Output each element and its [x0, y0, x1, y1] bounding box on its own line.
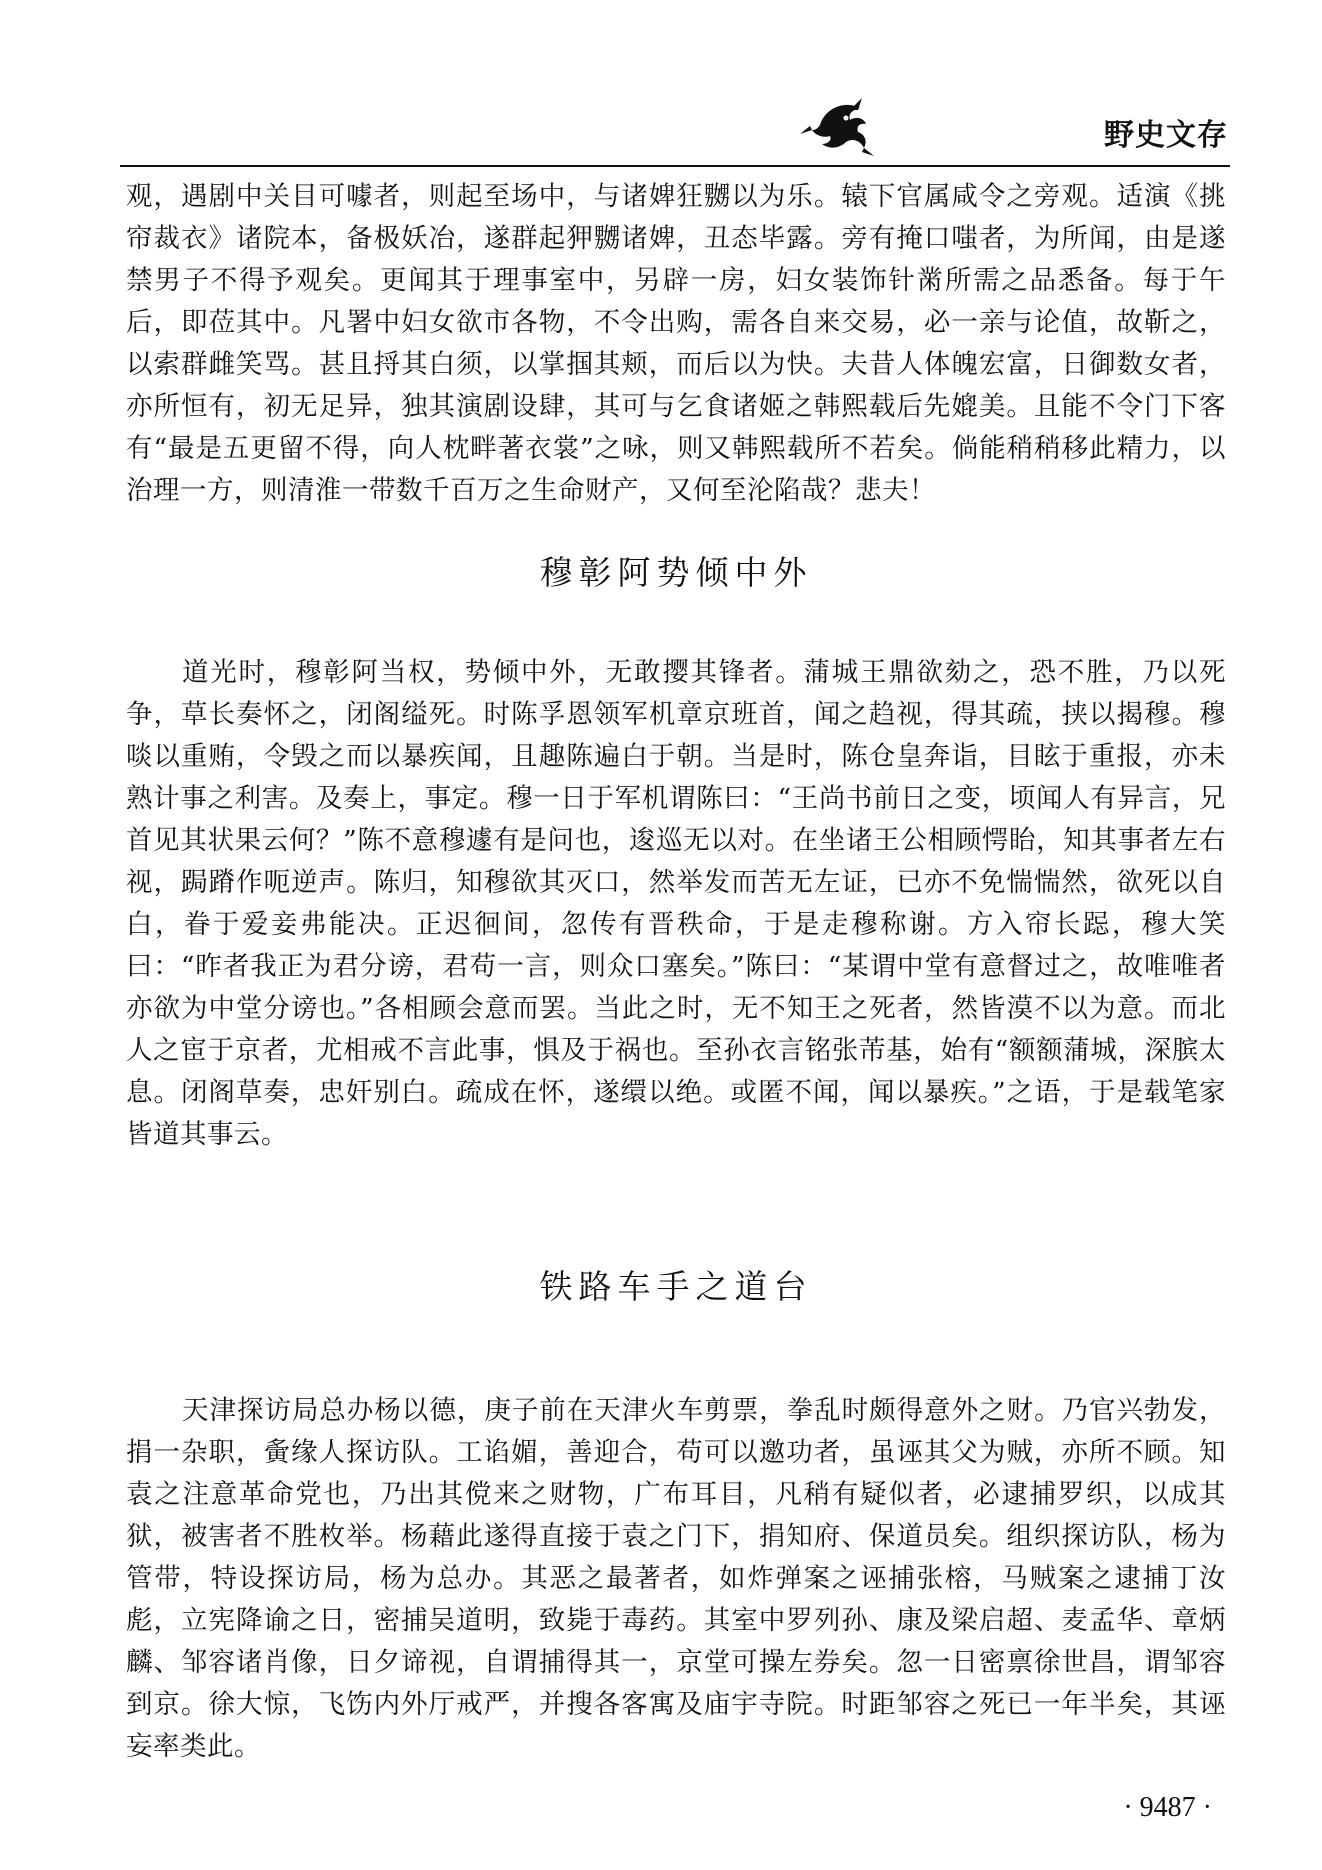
- paragraph-continued: 观，遇剧中关目可噱者，则起至场中，与诸婢狂嬲以为乐。辕下官属咸令之旁观。适演《挑帘裁衣》诸院本，备极妖冶，遂群起狎嬲诸婢，丑态毕露。旁有掩口嗤者，为所闻，由是遂禁男子不得予观矣。更闻其于理事室中，另辟一房，妇女装饰针黹所需之品悉备。每于午后，即莅其中。凡署中妇女欲市各物，不令出购，需各自来交易，必一亲与论值，故靳之，以索群雌笑骂。甚且捋其白须，以掌掴其颊，而后以为快。夫昔人体魄宏富，日御数女者，亦所恒有，初无足异，独其演剧设肆，其可与乞食诸姬之韩熙载后先媲美。且能不令门下客有“最是五更留不得，向人枕畔著衣裳”之咏，则又韩熙载所不若矣。倘能稍稍移此精力，以治理一方，则清淮一带数千百万之生命财产，又何至沦陷哉？悲夫！: [126, 181, 1226, 506]
- page-number: · 9487 ·: [1123, 1792, 1212, 1823]
- page-content: [126, 176, 1226, 1768]
- header-title: 野史文存: [1104, 118, 1228, 153]
- page-header: [0, 0, 1322, 160]
- dragon-emblem-icon: [790, 90, 890, 160]
- paragraph-mu-zhanga: 道光时，穆彰阿当权，势倾中外，无敢撄其锋者。蒲城王鼎欲劾之，恐不胜，乃以死争，草长奏怀之，闭阁缢死。时陈孚恩领军机章京班首，闻之趋视，得其疏，挟以揭穆。穆啖以重贿，令毁之而以暴疾闻，且趣陈遍白于朝。当是时，陈仓皇奔诣，目眩于重报，亦未熟计事之利害。及奏上，事定。穆一日于军机谓陈曰：“王尚书前日之变，顷闻人有异言，兄首见其状果云何？”陈不意穆遽有是问也，逡巡无以对。在坐诸王公相顾愕眙，知其事者左右视，跼蹐作呃逆声。陈归，知穆欲其灭口，然举发而苦无左证，已亦不免惴惴然，欲死以自白，眷于爱妾弗能决。正迟徊间，忽传有晋秩命，于是走穆称谢。方入帘长跽，穆大笑曰：“昨者我正为君分谤，君苟一言，则众口塞矣。”陈曰：“某谓中堂有意督过之，故唯唯者亦欲为中堂分谤也。”各相顾会意而罢。当此之时，无不知王之死者，然皆漠不以为意。而北人之宦于京者，尤相戒不言此事，惧及于祸也。至孙衣言铭张芾基，始有“额额蒲城，深膑太息。闭阁草奏，忠奸别白。疏成在怀，遂缳以绝。或匿不闻，闻以暴疾。”之语，于是载笔家皆道其事云。: [126, 657, 1226, 1150]
- section-title-railway-daotai: 铁路车手之道台: [539, 1267, 813, 1306]
- paragraph-railway-daotai: 天津探访局总办杨以德，庚子前在天津火车剪票，拳乱时颇得意外之财。乃官兴勃发，捐一杂职，夤缘人探访队。工谄媚，善迎合，苟可以邀功者，虽诬其父为贼，亦所不顾。知袁之注意革命党也，乃出其傥来之财物，广布耳目，凡稍有疑似者，必逮捕罗织，以成其狱，被害者不胜枚举。杨藉此遂得直接于袁之门下，捐知府、保道员矣。组织探访队，杨为管带，特设探访局，杨为总办。其恶之最著者，如炸弹案之诬捕张榕，马贼案之逮捕丁汝彪，立宪降谕之日，密捕吴道明，致毙于毒药。其室中罗列孙、康及梁启超、麦孟华、章炳麟、邹容诸肖像，日夕谛视，自谓捕得其一，京堂可操左券矣。忽一日密禀徐世昌，谓邹容到京。徐大惊，飞饬内外厅戒严，并搜各客寓及庙宇寺院。时距邹容之死已一年半矣，其诬妄率类此。: [126, 1395, 1226, 1762]
- header-rule: [120, 165, 1230, 167]
- section-title-mu-zhanga: 穆彰阿势倾中外: [539, 553, 813, 592]
